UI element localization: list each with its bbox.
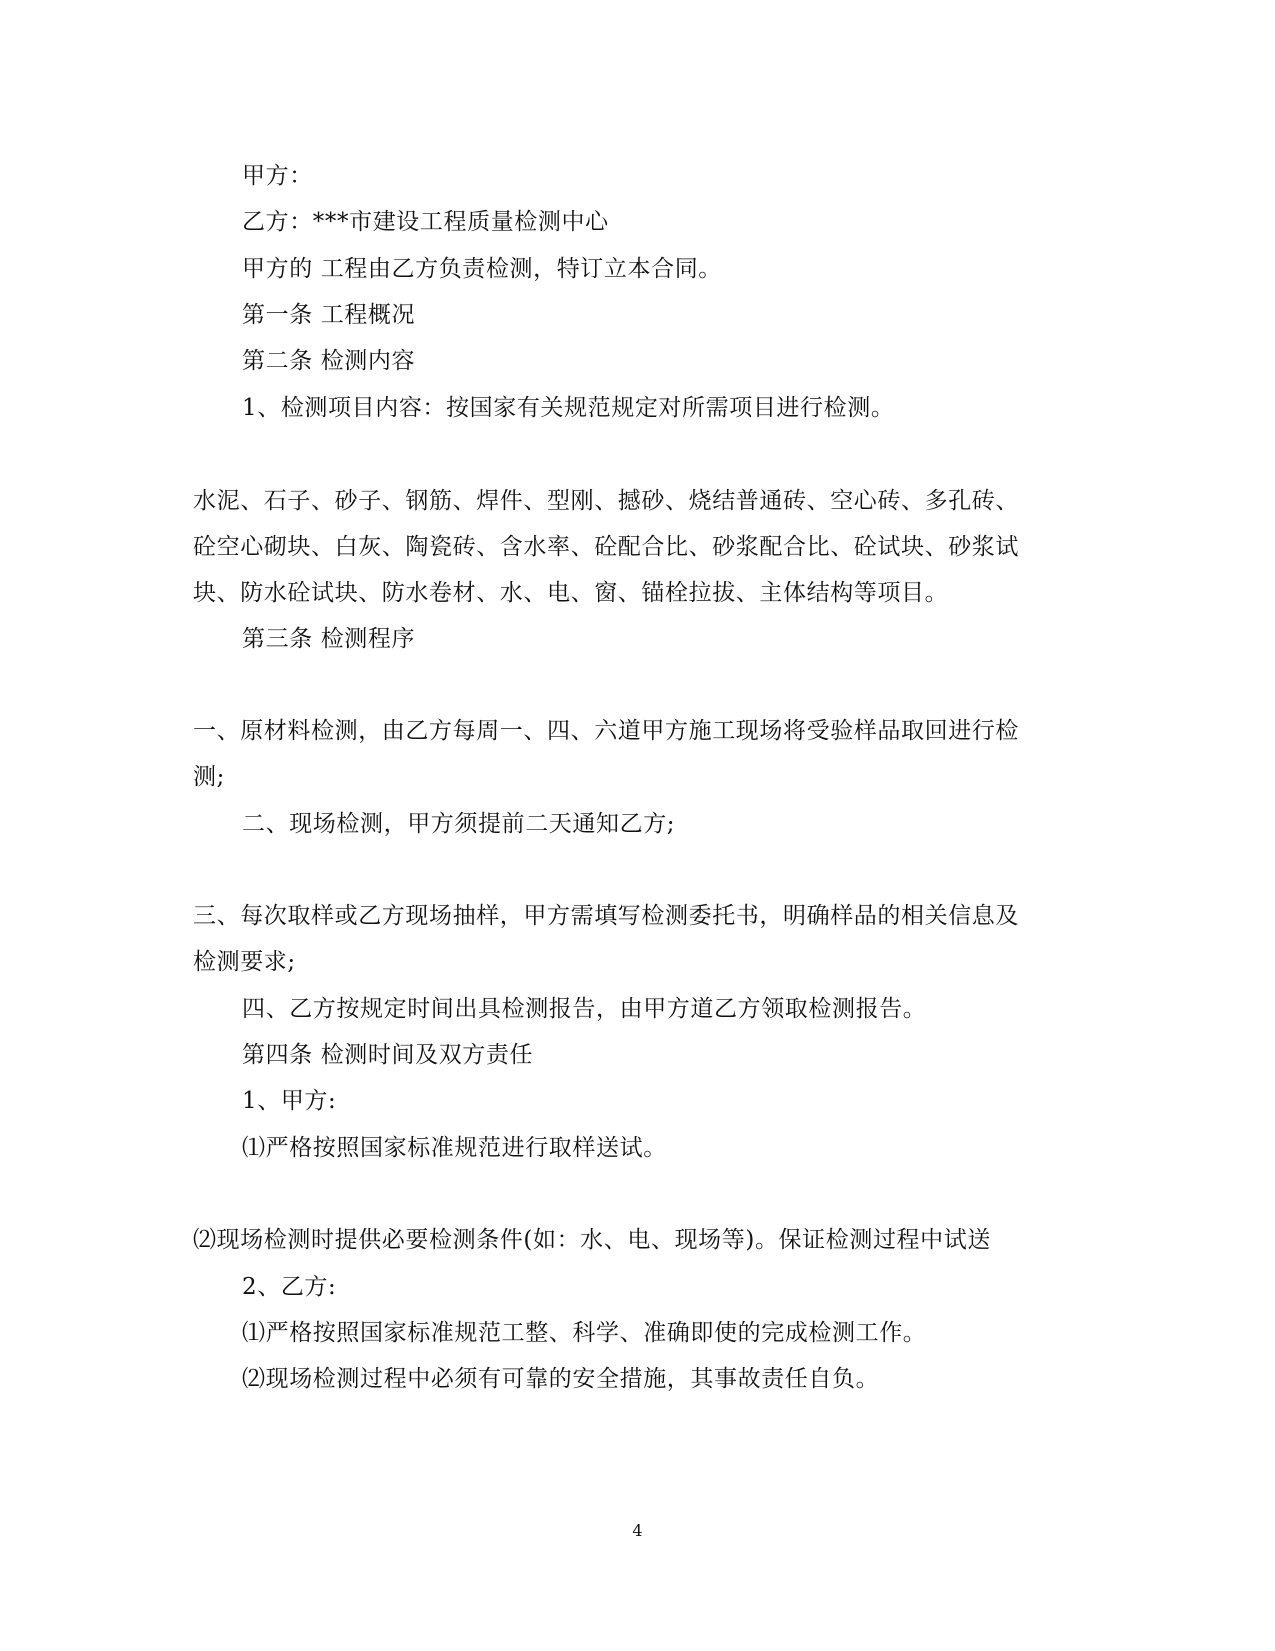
page-number: 4: [632, 1521, 643, 1540]
party-b-duty-2: ⑵现场检测过程中必须有可靠的安全措施，其事故责任自负。: [242, 1366, 880, 1392]
test-items-line: 1、检测项目内容：按国家有关规范规定对所需项目进行检测。: [242, 395, 895, 421]
materials-line-2: 砼空心砌块、白灰、陶瓷砖、含水率、砼配合比、砂浆配合比、砼试块、砂浆试: [193, 534, 1019, 560]
procedure-item-2: 二、现场检测，甲方须提前二天通知乙方;: [242, 811, 676, 837]
party-a-duties-heading: 1、甲方:: [242, 1088, 337, 1114]
article-two-heading: 第二条 检测内容: [242, 348, 416, 374]
party-b-duty-1: ⑴严格按照国家标准规范工整、科学、准确即使的完成检测工作。: [242, 1320, 927, 1346]
materials-line-3: 块、防水砼试块、防水卷材、水、电、窗、锚栓拉拔、主体结构等项目。: [193, 580, 949, 606]
party-a-line: 甲方：: [242, 163, 313, 189]
procedure-item-3-line-2: 检测要求;: [193, 949, 296, 975]
article-four-heading: 第四条 检测时间及双方责任: [242, 1042, 534, 1068]
materials-line-1: 水泥、石子、砂子、钢筋、焊件、型刚、撼砂、烧结普通砖、空心砖、多孔砖、: [193, 488, 1019, 514]
contract-purpose-line: 甲方的 工程由乙方负责检测，特订立本合同。: [242, 256, 722, 282]
party-a-duty-2: ⑵现场检测时提供必要检测条件(如：水、电、现场等)。保证检测过程中试送: [193, 1227, 991, 1253]
party-b-line: 乙方：***市建设工程质量检测中心: [242, 209, 609, 235]
party-b-duties-heading: 2、乙方:: [242, 1274, 337, 1300]
procedure-item-4: 四、乙方按规定时间出具检测报告，由甲方道乙方领取检测报告。: [242, 996, 927, 1022]
procedure-item-1-line-2: 测;: [193, 764, 225, 790]
procedure-item-3-line-1: 三、每次取样或乙方现场抽样，甲方需填写检测委托书，明确样品的相关信息及: [193, 903, 1019, 929]
article-one-heading: 第一条 工程概况: [242, 302, 416, 328]
article-three-heading: 第三条 检测程序: [242, 626, 416, 652]
procedure-item-1-line-1: 一、原材料检测，由乙方每周一、四、六道甲方施工现场将受验样品取回进行检: [193, 718, 1019, 744]
party-a-duty-1: ⑴严格按照国家标准规范进行取样送试。: [242, 1135, 667, 1161]
